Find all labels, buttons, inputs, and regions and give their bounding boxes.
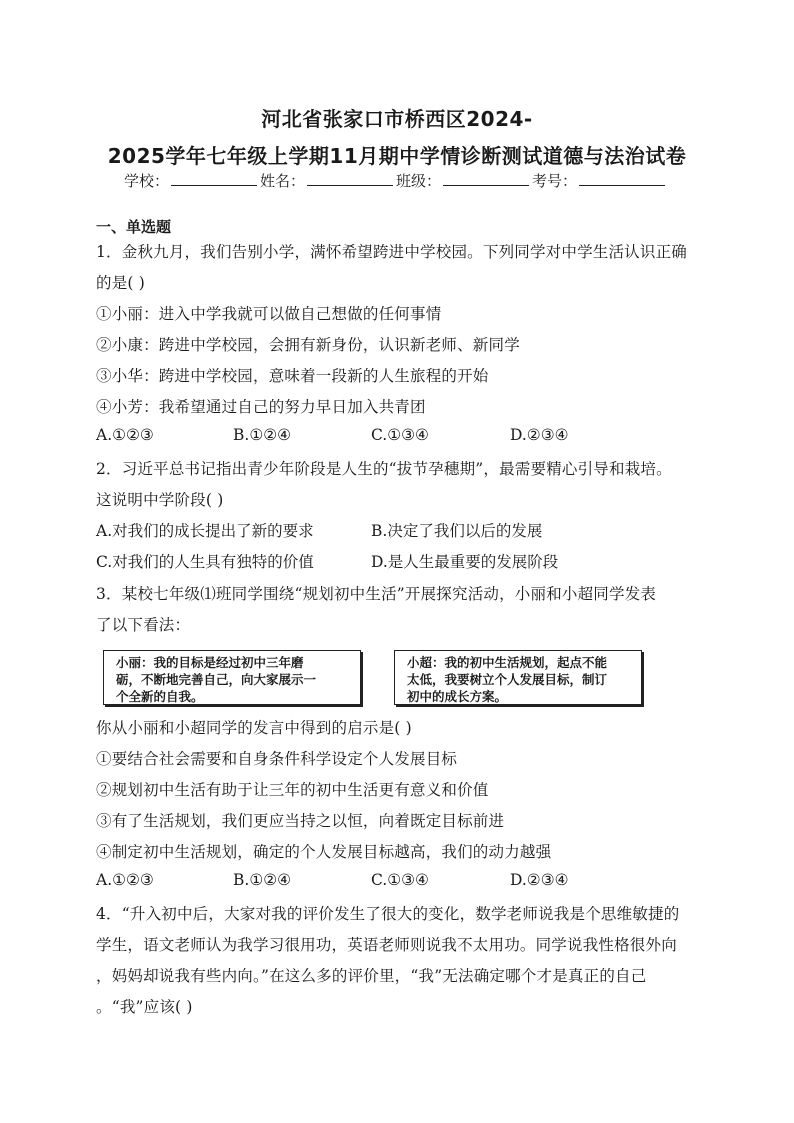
xiaoli-speech-line1: 小丽：我的目标是经过初中三年磨: [116, 655, 304, 670]
name-blank[interactable]: [307, 171, 393, 186]
q4-stem-line3: ，妈妈却说我有些内向。”在这么多的评价里，“我”无法确定哪个才是真正的自己: [96, 967, 647, 985]
q1-option-d[interactable]: D.②③④: [510, 426, 569, 444]
q1-item-1: ①小丽：进入中学我就可以做自己想做的任何事情: [96, 305, 442, 323]
q3-item-3: ③有了生活规划，我们更应当持之以恒，向着既定目标前进: [96, 812, 505, 830]
section-heading: 一、单选题: [96, 218, 172, 236]
q3-question: 你从小丽和小超同学的发言中得到的启示是( ): [96, 719, 412, 737]
q2-option-d[interactable]: D.是人生最重要的发展阶段: [371, 553, 559, 571]
class-blank[interactable]: [443, 171, 529, 186]
school-label: 学校：: [124, 172, 170, 190]
exam-number-label: 考号：: [532, 172, 578, 190]
name-label: 姓名：: [260, 172, 306, 190]
q2-option-c[interactable]: C.对我们的人生具有独特的价值: [96, 553, 314, 571]
xiaoli-speech-line2: 砺，不断地完善自己，向大家展示一: [116, 672, 317, 687]
q3-item-1: ①要结合社会需要和自身条件科学设定个人发展目标: [96, 750, 458, 768]
exam-title-line1: 河北省张家口市桥西区2024-: [261, 107, 533, 131]
q3-item-4: ④制定初中生活规划，确定的个人发展目标越高，我们的动力越强: [96, 843, 552, 861]
q3-option-d[interactable]: D.②③④: [510, 871, 569, 889]
exam-number-blank[interactable]: [579, 171, 665, 186]
xiaochao-speech-line3: 初中的成长方案。: [407, 689, 508, 704]
q1-item-2: ②小康：跨进中学校园，会拥有新身份，认识新老师、新同学: [96, 336, 520, 354]
xiaochao-speech-line1: 小超：我的初中生活规划，起点不能: [407, 655, 608, 670]
xiaoli-speech-line3: 个全新的自我。: [116, 689, 204, 704]
xiaochao-speech-line2: 太低，我要树立个人发展目标，制订: [407, 672, 608, 687]
q1-item-3: ③小华：跨进中学校园，意味着一段新的人生旅程的开始: [96, 367, 489, 385]
q1-stem-line2: 的是( ): [96, 274, 146, 292]
q3-option-c[interactable]: C.①③④: [371, 871, 429, 889]
q1-item-4: ④小芳：我希望通过自己的努力早日加入共青团: [96, 398, 426, 416]
q3-option-b[interactable]: B.①②④: [233, 871, 292, 889]
class-label: 班级：: [396, 172, 442, 190]
q3-item-2: ②规划初中生活有助于让三年的初中生活更有意义和价值: [96, 781, 489, 799]
school-blank[interactable]: [171, 171, 257, 186]
q1-option-b[interactable]: B.①②④: [233, 426, 292, 444]
q4-stem-line1: 4．“升入初中后，大家对我的评价发生了很大的变化，数学老师说我是个思维敏捷的: [96, 905, 680, 923]
q1-option-a[interactable]: A.①②③: [96, 426, 154, 444]
q3-option-a[interactable]: A.①②③: [96, 871, 154, 889]
xiaoli-speech-box: [103, 650, 361, 705]
q4-stem-line4: 。“我”应该( ): [96, 998, 193, 1016]
q4-stem-line2: 学生，语文老师认为我学习很用功，英语老师则说我不太用功。同学说我性格很外向: [96, 936, 677, 954]
q3-stem-line2: 了以下看法：: [96, 616, 191, 634]
q2-stem-line2: 这说明中学阶段( ): [96, 491, 224, 509]
xiaochao-speech-box: [394, 650, 642, 705]
q1-stem-line1: 1．金秋九月，我们告别小学，满怀希望跨进中学校园。下列同学对中学生活认识正确: [96, 243, 687, 261]
q2-option-a[interactable]: A.对我们的成长提出了新的要求: [96, 522, 314, 540]
q1-option-c[interactable]: C.①③④: [371, 426, 429, 444]
q3-stem-line1: 3．某校七年级⑴班同学围绕“规划初中生活”开展探究活动，小丽和小超同学发表: [96, 585, 657, 603]
q2-stem-line1: 2．习近平总书记指出青少年阶段是人生的“拔节孕穗期”，最需要精心引导和栽培。: [96, 460, 672, 478]
student-info-row: [124, 170, 668, 191]
exam-title-line2: 2025学年七年级上学期11月期中学情诊断测试道德与法治试卷: [107, 144, 687, 168]
q2-option-b[interactable]: B.决定了我们以后的发展: [371, 522, 543, 540]
